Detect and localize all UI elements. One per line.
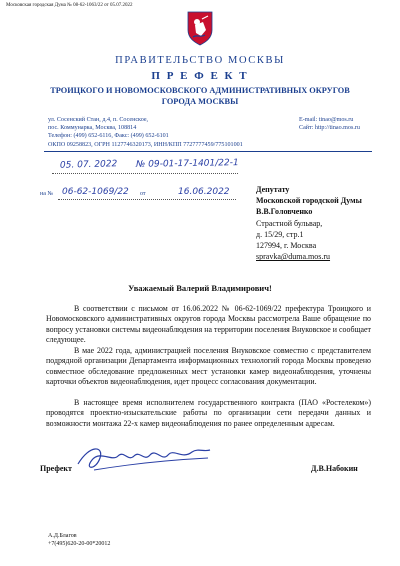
email: E-mail: tinao@mos.ru bbox=[299, 117, 354, 123]
body-paragraph: В мае 2022 года, администрацией поселения Внуковское совместно с представителем подрядной организации Департамента информационных технологий города Москвы проведено совместное обследование предложенных мест установки камер видеонаблюдения, уточнены карточки объектов видеонаблюдения, идет процесс согласования документации. bbox=[46, 346, 371, 387]
handwritten-signature bbox=[70, 440, 220, 480]
address-line-1: ул. Сосенский Стан, д.4, п. Сосенское, bbox=[48, 117, 149, 123]
outgoing-dotted-line bbox=[52, 173, 238, 174]
signatory-title: Префект bbox=[40, 464, 72, 473]
prefect-title: П Р Е Ф Е К Т bbox=[151, 70, 249, 82]
reference-dotted-line bbox=[58, 199, 236, 200]
body-paragraph: В настоящее время исполнителем государственного контракта (ПАО «Ростелеком») проводятся проектно-изыскательские работы по организации сети передачи данных и возможности монтажа 22-х камер видеонаблюдения по ранее определенным адресам. bbox=[46, 398, 371, 428]
addressee-street: Страстной бульвар, bbox=[256, 218, 323, 228]
body-paragraph: В соответствии с письмом от 16.06.2022 № 06-62-1069/22 префектура Троицкого и Новомосковского административных округов города Москвы рассмотрела Ваше обращение по вопросу установки системы видеонаблюдения на территории поселения Внуковское и сообщает следующее. bbox=[46, 304, 371, 345]
outgoing-date: 05. 07. 2022 bbox=[59, 159, 118, 171]
addressee-line-1: Депутату bbox=[256, 185, 290, 194]
executor-name: А.Д.Благов bbox=[48, 533, 77, 539]
addressee-block bbox=[256, 184, 362, 262]
okpo-ogrn-inn: ОКПО 09258823, ОГРН 1127746320173, ИНН/КПП 7727777459/775101001 bbox=[48, 142, 243, 148]
signatory-name: Д.В.Набокин bbox=[311, 464, 358, 473]
reference-number: 06-62-1069/22 bbox=[62, 187, 129, 197]
reference-date: 16.06.2022 bbox=[178, 187, 230, 197]
addressee-line-2: Московской городской Думы bbox=[256, 196, 362, 206]
government-title: ПРАВИТЕЛЬСТВО МОСКВЫ bbox=[115, 55, 285, 66]
organization-line-1: ТРОИЦКОГО И НОВОМОСКОВСКОГО АДМИНИСТРАТИВНЫХ ОКРУГОВ bbox=[50, 86, 350, 95]
website: Сайт: http://tinao.mos.ru bbox=[299, 125, 360, 131]
addressee-building: д. 15/29, стр.1 bbox=[256, 229, 304, 239]
address-line-2: пос. Коммунарка, Москва, 108814 bbox=[48, 125, 137, 131]
reference-date-label: от bbox=[140, 191, 146, 197]
organization-line-2: ГОРОДА МОСКВЫ bbox=[161, 97, 239, 106]
reference-label: на № bbox=[40, 191, 54, 197]
greeting: Уважаемый Валерий Владимирович! bbox=[128, 283, 272, 293]
letterhead-divider bbox=[44, 151, 372, 152]
phone-fax: Телефон: (499) 652-6116, Факс: (499) 652-6101 bbox=[48, 133, 169, 139]
moscow-coat-of-arms-icon bbox=[185, 10, 215, 46]
addressee-city: 127994, г. Москва bbox=[256, 241, 317, 251]
addressee-email: spravka@duma.mos.ru bbox=[256, 252, 331, 262]
executor-phone: +7(495)620-20-00*20012 bbox=[48, 541, 111, 547]
addressee-name: В.В.Головченко bbox=[256, 207, 313, 217]
outgoing-number: № 09-01-17-1401/22-1 bbox=[135, 158, 239, 170]
registration-header-line: Московская городская Дума № 08-62-1063/22 от 05.07.2022 bbox=[6, 3, 133, 8]
